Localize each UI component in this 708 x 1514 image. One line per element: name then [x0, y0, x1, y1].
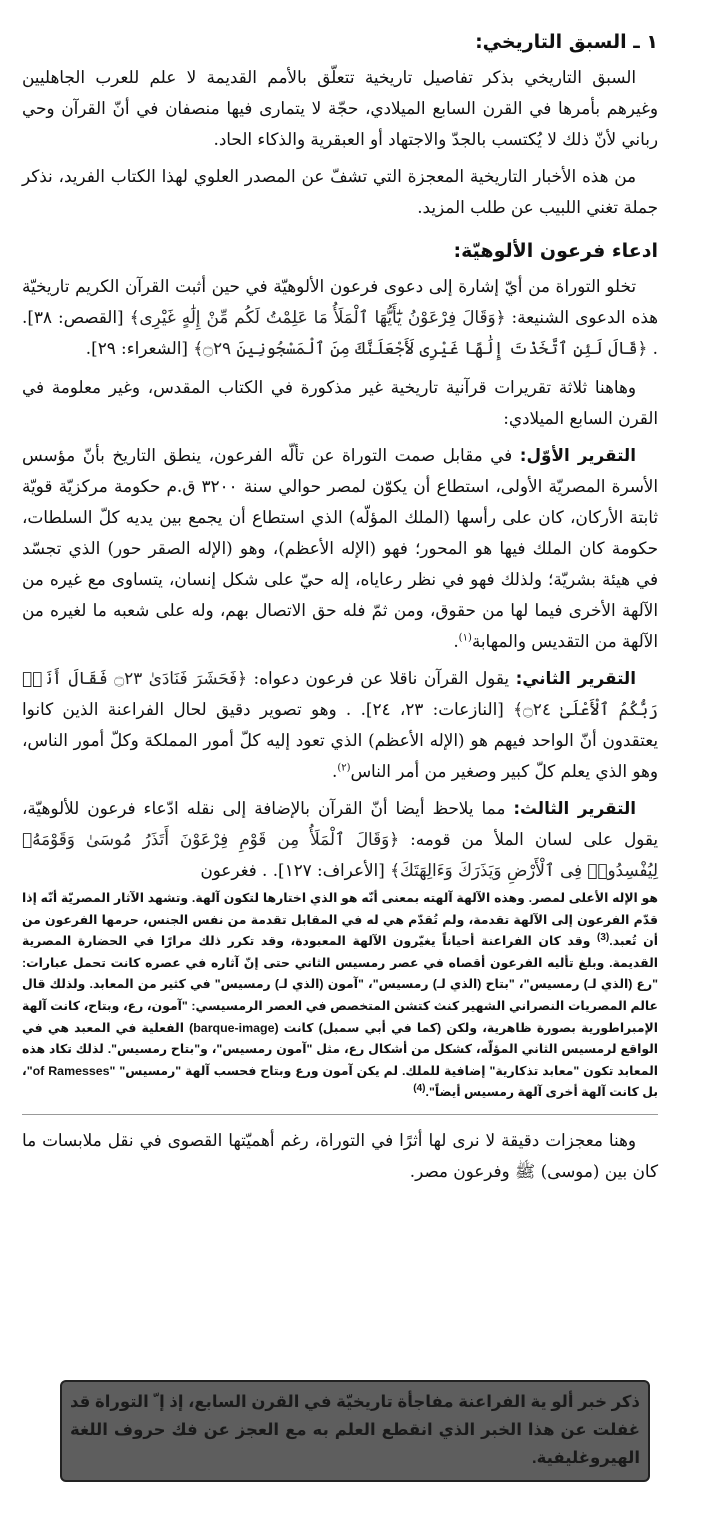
footnote-marker: (3): [597, 932, 610, 944]
footnote-marker: (١): [458, 632, 472, 644]
quran-quote: ﴿قَالَ لَئِنِ ٱتَّخَذْتَ إِلَٰهًا غَيْرِى لَأَجْعَلَنَّكَ مِنَ ٱلْمَسْجُونِينَ ۝٢٩﴾: [193, 338, 648, 358]
report-third: [22, 793, 658, 886]
report-text: في مقابل صمت التوراة عن تألّه الفرعون، ينطق التاريخ بأنّ مؤسس الأسرة المصريّة الأولى، استطاع أن يكوّن لمصر حوالي سنة ٣٢٠٠ ق.م حكومة مركزيّة قويّة ثابتة الأركان، كان على رأسها (الملك المؤلّه) الذي استطاع أن يجمع بين يديه كلّ السلطات، حكومة كان الملك فيها هو المحور؛ فهو (الإله الأعظم)، وهو (الإله الصقر حور) الذي تجسّد في هيئة بشريّة؛ ولذلك فهو في نظر رعاياه، إله حيّ على شكل إنسان، يتساوى مع غيره من الآلهة الأخرى فيما لها من حقوق، ومن ثمّ فله حق الاتصال بهم، وله على شعبه ما لغيره من الآلهة من التقديس والمهابة: [22, 445, 659, 651]
report-text: يقول القرآن ناقلا عن فرعون دعواه:: [253, 668, 509, 688]
inserted-bold-passage: [22, 888, 658, 1104]
quran-reference: [الشعراء: ٢٩].: [85, 338, 188, 358]
report-lead: التقرير الأوّل:: [519, 445, 636, 465]
report-text: مما يلاحظ أيضا أنّ القرآن بالإضافة إلى نقله ادّعاء فرعون للألوهيّة، يقول على لسان الملأ من قومه:: [22, 798, 659, 849]
section-heading-historical-precedence: ١ ـ السبق التاريخي:: [475, 31, 658, 53]
report-second: التقرير الثاني: يقول القرآن ناقلا عن فرعون دعواه: ﴿فَحَشَرَ فَنَادَىٰ ۝٢٣ فَقَالَ أَنَا۠ رَبُّكُمُ ٱلْأَعْلَىٰ ۝٢٤﴾ [النازعات: ٢٣، ٢٤]. . وهو تصوير دقيق لحال الفراعنة الذين كانوا يعتقدون أنّ الواحد فيهم هو (الإله الأعظم) الذي تعود إليه كلّ أمور المملكة وكلّ أمور الناس، وهو الذي يعلم كلّ كبير وصغير من أمر الناس$^{(٢)}$.: [22, 668, 658, 781]
report-text: وهو تصوير دقيق لحال الفراعنة الذين كانوا يعتقدون أنّ الواحد فيهم هو (الإله الأعظم) الذي تعود إليه كلّ أمور المملكة وكلّ أمور الناس، وهو الذي يعلم كلّ كبير وصغير من أمر الناس: [22, 699, 658, 781]
report-lead: التقرير الثاني:: [515, 668, 636, 688]
quran-quote: ﴿وَقَالَ فِرْعَوْنُ يَٰٓأَيُّهَا ٱلْمَلَأُ مَا عَلِمْتُ لَكُم مِّنْ إِلَٰهٍ غَيْرِى﴾: [129, 307, 506, 327]
section-heading-pharaoh-divinity: ادعاء فرعون الألوهيّة:: [453, 240, 658, 262]
paragraph: وهاهنا ثلاثة تقريرات قرآنية تاريخية غير مذكورة في الكتاب المقدس، وغير معلومة في القرن السابع الميلادي:: [22, 377, 658, 428]
footnote-marker: (4): [413, 1083, 426, 1095]
paragraph-with-quran-quotes: [22, 271, 658, 364]
inserted-text: وقد كان الفراعنة أحياناً يغيّرون الآلهة المعبودة، وقد تكرر ذلك مرارًا في الحضارة المصرية القديمة. وبلغ تأليه الفرعون أقصاه في عصر رمسيس الثاني حتى إنّ آثاره في عصره كانت تحمل عبارات: "رع (الذي لـ) رمسيس"، "بتاح (الذي لـ) رمسيس"، "آمون (الذي لـ) رمسيس" في كثير من المعابد. ولذلك قال عالم المصريات النصراني الشهير كنث كتشن المتخصص في العصر الرمسيسي: "آمون، رع، وبتاح، كانت آلهة الإمبراطورية بصورة ظاهرية، ولكن (كما في أبي سمبل) كانت (barque-image) الفعلية في المعبد هي في الواقع لرمسيس الثاني المؤلّه، كشكل من أشكال رع، مثل "آمون رمسيس"، و"بتاح رمسيس". لذلك تكاد هذه المعابد تكون "معابد تذكارية" إضافية للملك. لم يكن آمون ورع وبتاح فحسب آلهة "رمسيس" "of Ramesses"، بل كانت آلهة أخرى آلهة رمسيس أيضاً".: [22, 934, 659, 1100]
inserted-text: هو الإله الأعلى لمصر. وهذه الآلهة آلهته بمعنى أنّه هو الذي اختارها لتكون آلهة. وتشهد الآثار المصريّة أنّه إذا قدّم الفرعون إلى الآلهة تقدمة، ولم تُقدّم هي له في المقابل تقدمة من نفس الجنس، حرمها الفرعون من أن تُعبد.: [22, 891, 658, 949]
quran-reference: [القصص: ٣٨]. .: [22, 307, 658, 358]
paragraph: من هذه الأخبار التاريخية المعجزة التي تشفّ عن المصدر العلوي لهذا الكتاب الفريد، نذكر جملة تغني اللبيب عن طلب المزيد.: [22, 166, 658, 217]
footnote-marker: (٢): [337, 762, 351, 774]
quran-quote: ﴿فَحَشَرَ فَنَادَىٰ ۝٢٣ فَقَالَ أَنَا۠ رَبُّكُمُ ٱلْأَعْلَىٰ ۝٢٤﴾: [22, 668, 658, 719]
quran-quote: ﴿وَقَالَ ٱلْمَلَأُ مِن قَوْمِ فِرْعَوْنَ أَتَذَرُ مُوسَىٰ وَقَوْمَهُۥ لِيُفْسِدُوا۟ فِى ٱلْأَرْضِ وَيَذَرَكَ وَءَالِهَتَكَ﴾: [22, 829, 658, 880]
text: تخلو التوراة من أيّ إشارة إلى دعوى فرعون الألوهيّة في حين أثبت القرآن الكريم تاريخيّة هذه الدعوى الشنيعة:: [22, 276, 659, 327]
divider: [22, 1114, 658, 1115]
report-lead: التقرير الثالث:: [513, 798, 636, 818]
summary-box: ذكر خبر ألو ية الفراعنة مفاجأة تاريخيّة في القرن السابع، إذ إ ّ التوراة قد غفلت عن هذا الخبر الذي انقطع العلم به مع العجز عن فك حروف اللغة الهيروغليفية.: [60, 1380, 650, 1482]
paragraph: وهنا معجزات دقيقة لا نرى لها أثرًا في التوراة، رغم أهميّتها القصوى في نقل ملابسات ما كان بين (موسى) ﷺ وفرعون مصر.: [22, 1129, 658, 1181]
quran-reference: [النازعات: ٢٣، ٢٤]. .: [345, 699, 504, 719]
paragraph: السبق التاريخي بذكر تفاصيل تاريخية تتعلّق بالأمم القديمة لا علم للعرب الجاهليين وغيرهم بأمرها في القرن السابع الميلادي، حجّة لا يتمارى فيها منصفان في أنّ القرآن وحي رباني لأنّ ذلك لا يُكتسب بالجدّ والاجتهاد أو العبقرية والذكاء الحاد.: [22, 67, 658, 149]
report-first: التقرير الأوّل: في مقابل صمت التوراة عن تألّه الفرعون، ينطق التاريخ بأنّ مؤسس الأسرة المصريّة الأولى، استطاع أن يكوّن لمصر حوالي سنة ٣٢٠٠ ق.م حكومة مركزيّة قويّة ثابتة الأركان، كان على رأسها (الملك المؤلّه) الذي استطاع أن يجمع بين يديه كلّ السلطات، حكومة كان الملك فيها هو المحور؛ فهو (الإله الأعظم)، وهو (الإله الصقر حور) الذي تجسّد في هيئة بشريّة؛ ولذلك فهو في نظر رعاياه، إله حيّ على شكل إنسان، يتساوى مع غيره من الآلهة الأخرى فيما لها من حقوق، ومن ثمّ فله حق الاتصال بهم، وله على شعبه ما لغيره من الآلهة من التقديس والمهابة$^{(١)}$.: [22, 445, 659, 651]
quran-reference: [الأعراف: ١٢٧]. . فغرعون: [200, 860, 385, 880]
